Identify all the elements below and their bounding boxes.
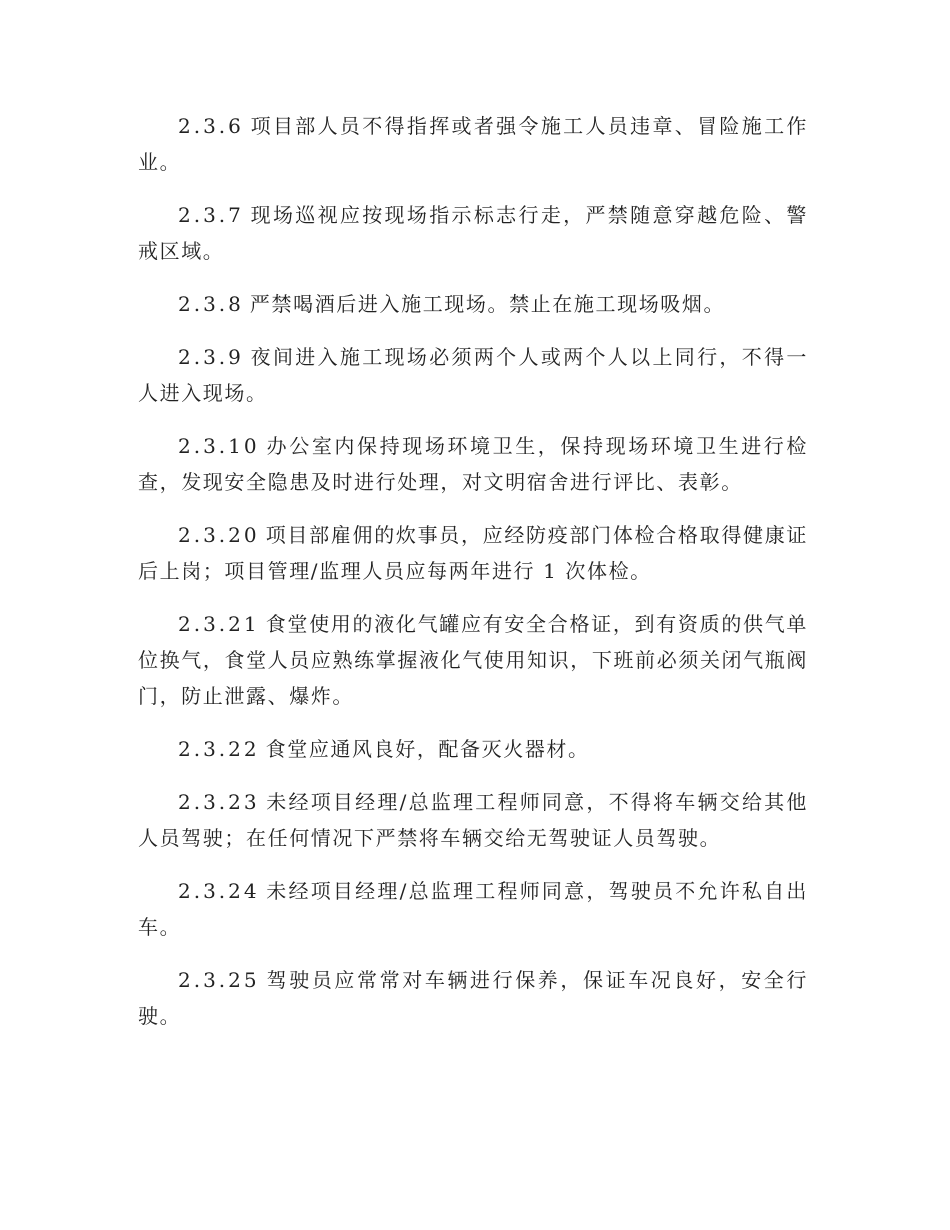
clause-number: 2.3.8 (178, 292, 244, 316)
clause-text: 办公室内保持现场环境卫生，保持现场环境卫生进行检查，发现安全隐患及时进行处理，对文明宿舍进行评比、表彰。 (138, 434, 808, 494)
clause-number: 2.3.7 (178, 203, 244, 227)
paragraph-2-3-22 (138, 731, 808, 767)
clause-number: 2.3.6 (178, 114, 244, 138)
clause-text: 驾驶员应常常对车辆进行保养，保证车况良好，安全行驶。 (138, 968, 808, 1028)
paragraph-2-3-23 (138, 784, 808, 856)
clause-text: 夜间进入施工现场必须两个人或两个人以上同行，不得一人进入现场。 (138, 345, 808, 405)
paragraph-2-3-9 (138, 339, 808, 411)
clause-text: 严禁喝酒后进入施工现场。禁止在施工现场吸烟。 (249, 292, 726, 316)
clause-number: 2.3.25 (178, 968, 260, 992)
clause-text: 未经项目经理/总监理工程师同意，驾驶员不允许私自出车。 (138, 879, 808, 939)
clause-text: 未经项目经理/总监理工程师同意，不得将车辆交给其他人员驾驶；在任何情况下严禁将车辆交给无驾驶证人员驾驶。 (138, 790, 808, 850)
clause-number: 2.3.9 (178, 345, 244, 369)
paragraph-2-3-7 (138, 197, 808, 269)
document-body (138, 108, 808, 1051)
clause-number: 2.3.23 (178, 790, 260, 814)
clause-number: 2.3.22 (178, 737, 260, 761)
clause-number: 2.3.10 (178, 434, 260, 458)
paragraph-2-3-25 (138, 962, 808, 1034)
paragraph-2-3-8 (138, 286, 808, 322)
clause-number: 2.3.21 (178, 612, 260, 636)
clause-text: 项目部雇佣的炊事员，应经防疫部门体检合格取得健康证后上岗；项目管理/监理人员应每两年进行 1 次体检。 (138, 523, 808, 583)
clause-number: 2.3.20 (178, 523, 260, 547)
clause-text: 现场巡视应按现场指示标志行走，严禁随意穿越危险、警戒区域。 (138, 203, 808, 263)
clause-number: 2.3.24 (178, 879, 260, 903)
paragraph-2-3-20 (138, 517, 808, 589)
paragraph-2-3-10 (138, 428, 808, 500)
paragraph-2-3-6 (138, 108, 808, 180)
clause-text: 食堂使用的液化气罐应有安全合格证，到有资质的供气单位换气，食堂人员应熟练掌握液化气使用知识，下班前必须关闭气瓶阀门，防止泄露、爆炸。 (138, 612, 808, 708)
paragraph-2-3-21 (138, 606, 808, 714)
clause-text: 项目部人员不得指挥或者强令施工人员违章、冒险施工作业。 (138, 114, 808, 174)
paragraph-2-3-24 (138, 873, 808, 945)
clause-text: 食堂应通风良好，配备灭火器材。 (265, 737, 590, 761)
